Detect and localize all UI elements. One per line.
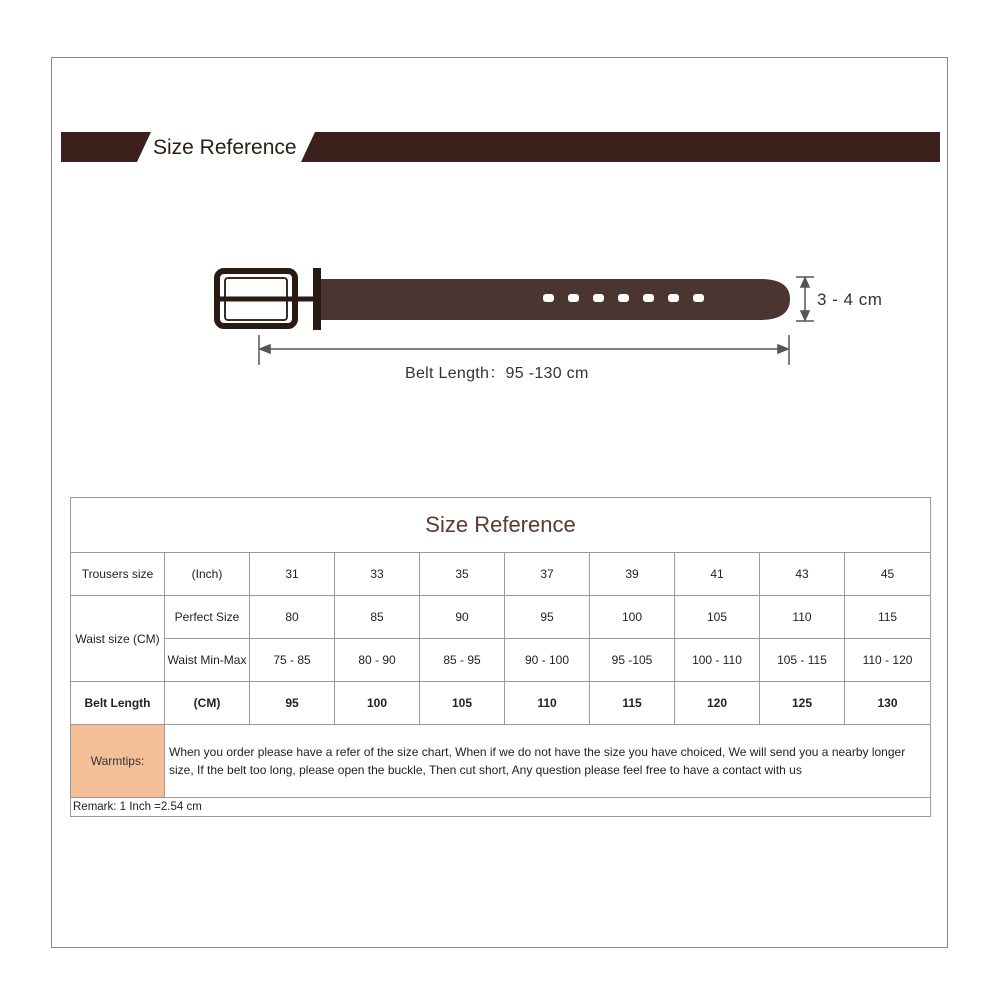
warmtips-label: Warmtips: (71, 725, 165, 798)
table-cell: 110 (505, 682, 590, 725)
table-row (71, 553, 931, 596)
table-cell: 95 -105 (590, 639, 675, 682)
table-cell: 33 (335, 553, 420, 596)
table-cell: 100 (590, 596, 675, 639)
table-cell: 41 (675, 553, 760, 596)
table-cell: 100 (335, 682, 420, 725)
table-row (71, 639, 931, 682)
waist-minmax-label: Waist Min-Max (165, 639, 250, 682)
table-row (71, 596, 931, 639)
table-cell: 39 (590, 553, 675, 596)
table-cell: 75 - 85 (250, 639, 335, 682)
belt-length-unit: (CM) (165, 682, 250, 725)
perfect-size-label: Perfect Size (165, 596, 250, 639)
trousers-size-label: Trousers size (71, 553, 165, 596)
table-title: Size Reference (71, 498, 931, 553)
table-cell: 110 (760, 596, 845, 639)
table-cell: 80 (250, 596, 335, 639)
table-cell: 130 (845, 682, 931, 725)
table-cell: 120 (675, 682, 760, 725)
table-cell: 115 (590, 682, 675, 725)
table-cell: 37 (505, 553, 590, 596)
remark-text: Remark: 1 Inch =2.54 cm (71, 798, 931, 817)
table-row (71, 682, 931, 725)
table-cell: 110 - 120 (845, 639, 931, 682)
belt-length-label: Belt Length：95 -130 cm (405, 365, 589, 382)
table-cell: 95 (505, 596, 590, 639)
table-cell: 95 (250, 682, 335, 725)
table-cell: 35 (420, 553, 505, 596)
table-cell: 105 - 115 (760, 639, 845, 682)
table-cell: 105 (675, 596, 760, 639)
table-cell: 31 (250, 553, 335, 596)
trousers-unit: (Inch) (165, 553, 250, 596)
size-table (70, 497, 931, 817)
warmtips-text: When you order please have a refer of the size chart, When if we do not have the size you have choiced, We will send you a nearby longer size, If the belt too long, please open the buckle, Then cut short, Any question please feel free to have a contact with us (165, 725, 931, 798)
belt-width-label: 3 - 4 cm (817, 290, 883, 309)
table-row (71, 798, 931, 817)
table-cell: 43 (760, 553, 845, 596)
table-cell: 105 (420, 682, 505, 725)
table-row (71, 725, 931, 798)
page-title: Size Reference (153, 136, 297, 159)
table-cell: 85 - 95 (420, 639, 505, 682)
table-cell: 45 (845, 553, 931, 596)
table-cell: 90 (420, 596, 505, 639)
belt-length-row-label: Belt Length (71, 682, 165, 725)
table-cell: 100 - 110 (675, 639, 760, 682)
table-cell: 125 (760, 682, 845, 725)
table-cell: 85 (335, 596, 420, 639)
table-cell: 80 - 90 (335, 639, 420, 682)
waist-size-label: Waist size (CM) (71, 596, 165, 682)
table-cell: 90 - 100 (505, 639, 590, 682)
table-cell: 115 (845, 596, 931, 639)
